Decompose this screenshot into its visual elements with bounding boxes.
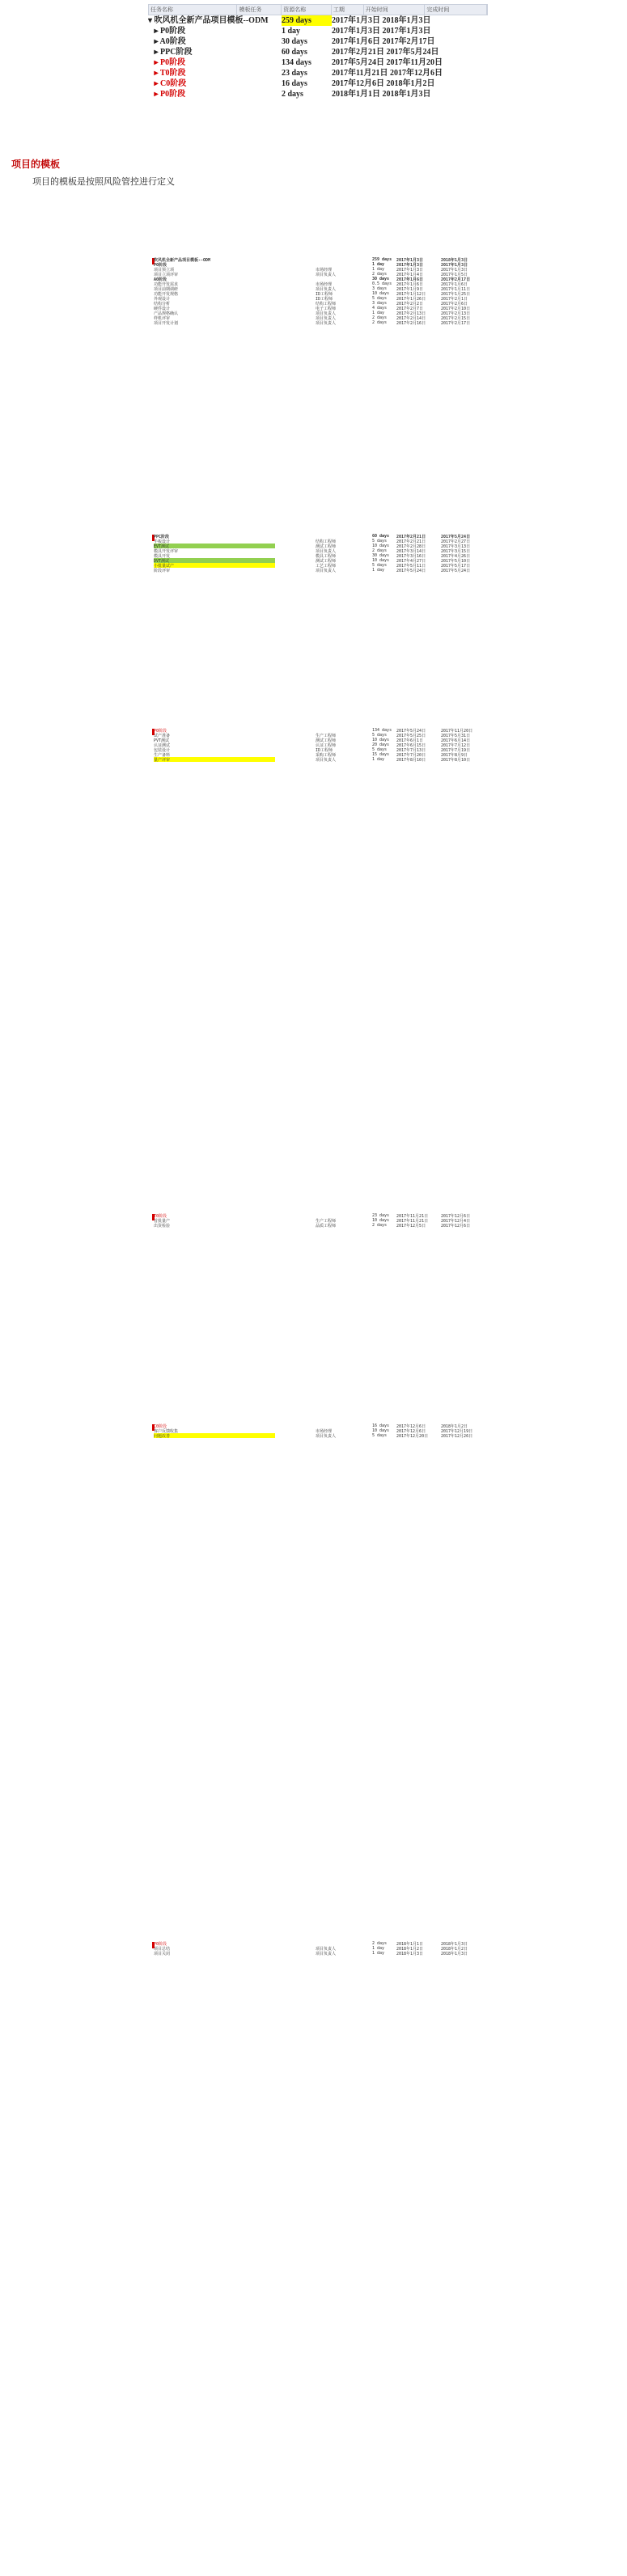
schedule-cell: 2018年1月1日 [396, 1942, 424, 1946]
schedule-cell: T0阶段 [154, 1214, 167, 1218]
schedule-cell: 2017年1月9日 [396, 287, 424, 291]
schedule-cell: 生产备料 [154, 753, 171, 757]
schedule-cell: 项目负责人 [316, 311, 337, 315]
schedule-cell: 2017年12月5日 [396, 1224, 426, 1228]
summary-row[interactable] [148, 36, 488, 47]
summary-task-name: ▸ T0阶段 [148, 69, 186, 78]
schedule-cell: 2 days [372, 272, 388, 277]
schedule-cell: P0阶段 [154, 263, 167, 267]
schedule-cell: 模具开发 [154, 554, 171, 558]
schedule-cell: 功能开发规格 [154, 292, 179, 296]
schedule-cell: 量产评审 [154, 757, 275, 762]
schedule-row[interactable] [154, 1433, 502, 1438]
schedule-cell: 10 days [372, 558, 390, 563]
schedule-cell: 项目负责人 [316, 273, 337, 277]
schedule-cell: 16 days [372, 1423, 390, 1428]
schedule-cell: 2017年5月17日 [441, 564, 471, 568]
schedule-cell: 外观设计 [154, 297, 171, 301]
summary-table [148, 4, 488, 99]
schedule-cell: 2017年5月24日 [396, 569, 426, 573]
schedule-cell: 4 days [372, 306, 388, 311]
schedule-cell: 项目负责人 [316, 316, 337, 320]
schedule-cell: 2 days [372, 548, 388, 553]
schedule-cell: 项目负责人 [316, 569, 337, 573]
schedule-cell: 2017年3月16日 [396, 554, 426, 558]
schedule-cell: 2017年2月21日 [396, 539, 426, 544]
summary-task-name: ▸ P0阶段 [148, 58, 186, 67]
schedule-cell: 60 days [372, 534, 390, 539]
schedule-cell: 1 day [372, 1946, 385, 1951]
schedule-cell: 项目关闭 [154, 1952, 171, 1956]
schedule-cell: 1 day [372, 568, 385, 573]
schedule-cell: 2017年1月3日 [396, 263, 424, 267]
schedule-cell: 2017年7月12日 [441, 743, 471, 747]
schedule-cell: 5 days [372, 563, 388, 568]
schedule-cell: 20 days [372, 742, 390, 747]
col-start[interactable]: 开始时间 [364, 5, 426, 15]
summary-task-name: ▸ P0阶段 [148, 90, 186, 99]
schedule-cell: 电子工程师 [316, 307, 337, 311]
summary-dates: 2017年2月21日 2017年5月24日 [332, 48, 439, 57]
schedule-cell: 2017年12月6日 [396, 1424, 426, 1428]
schedule-block [154, 1423, 502, 1438]
summary-duration: 2 days [282, 90, 303, 99]
summary-duration: 23 days [282, 69, 307, 78]
schedule-cell: PPC阶段 [154, 535, 170, 539]
schedule-cell: 2 days [372, 315, 388, 320]
schedule-cell: 2018年1月3日 [441, 1952, 468, 1956]
schedule-cell: 项目预立项 [154, 268, 175, 272]
summary-row[interactable] [148, 57, 488, 68]
schedule-cell: 2 days [372, 1941, 388, 1946]
summary-dates: 2018年1月1日 2018年1月3日 [332, 90, 431, 99]
schedule-cell: 项目前期调研 [154, 287, 179, 291]
schedule-cell: 出货检验 [154, 1224, 171, 1228]
summary-rows [148, 15, 488, 99]
schedule-cell: 10 days [372, 738, 390, 742]
schedule-cell: 10 days [372, 1428, 390, 1433]
schedule-cell: 2017年1月3日 [396, 268, 424, 272]
schedule-cell: 2018年1月2日 [396, 1947, 424, 1951]
schedule-cell: 2017年2月17日 [441, 321, 471, 325]
summary-task-name: ▸ C0阶段 [148, 79, 187, 88]
schedule-cell: 测试工程师 [316, 559, 337, 563]
schedule-cell: 2017年11月21日 [396, 1219, 429, 1223]
schedule-cell: A0阶段 [154, 277, 167, 281]
schedule-cell: 2017年8月9日 [441, 753, 468, 757]
schedule-cell: 10 days [372, 544, 390, 548]
schedule-cell: 2017年3月13日 [441, 544, 471, 548]
schedule-cell: 2017年12月4日 [441, 1219, 471, 1223]
schedule-cell: 项目负责人 [316, 321, 337, 325]
schedule-cell: 项目负责人 [316, 1952, 337, 1956]
schedule-cell: 5 days [372, 733, 388, 738]
schedule-cell: 市场经理 [316, 1429, 333, 1433]
summary-task-name: ▸ P0阶段 [148, 27, 186, 36]
summary-dates: 2017年12月6日 2018年1月2日 [332, 79, 435, 88]
schedule-cell: 2017年1月6日 [396, 277, 424, 281]
schedule-cell: 2017年5月10日 [441, 559, 471, 563]
schedule-cell: 2017年12月20日 [396, 1434, 429, 1438]
schedule-cell: 2018年1月3日 [396, 1952, 424, 1956]
schedule-cell: 2017年6月14日 [441, 738, 471, 742]
schedule-cell: ID工程师 [316, 297, 333, 301]
schedule-cell: 2017年1月3日 [396, 258, 424, 262]
schedule-cell: 2017年4月27日 [396, 559, 426, 563]
summary-duration: 259 days [282, 15, 332, 26]
schedule-row[interactable] [154, 568, 502, 573]
schedule-cell: 2 days [372, 320, 388, 325]
schedule-cell: 2018年1月2日 [441, 1424, 468, 1428]
schedule-cell: 2017年1月6日 [441, 282, 468, 286]
schedule-cell: 2017年2月10日 [441, 307, 471, 311]
schedule-cell: 2017年1月11日 [441, 287, 471, 291]
summary-row[interactable] [148, 89, 488, 99]
schedule-cell: 5 days [372, 539, 388, 544]
schedule-cell: 3 days [372, 301, 388, 306]
schedule-cell: 问题改善 [154, 1433, 275, 1438]
schedule-cell: 2017年5月11日 [396, 564, 426, 568]
schedule-cell: 2017年12月6日 [441, 1224, 471, 1228]
schedule-cell: 结构工程师 [316, 302, 337, 306]
schedule-cell: 2017年12月26日 [441, 1434, 473, 1438]
schedule-cell: 2017年4月26日 [441, 554, 471, 558]
summary-row[interactable] [148, 47, 488, 57]
summary-duration: 30 days [282, 37, 307, 46]
schedule-cell: 1 day [372, 1951, 385, 1956]
schedule-cell [275, 1951, 316, 1956]
schedule-cell: 1 day [372, 757, 385, 762]
schedule-cell: 2017年2月21日 [396, 535, 426, 539]
schedule-cell: 2017年1月3日 [441, 268, 468, 272]
schedule-cell: 项目负责人 [316, 1947, 337, 1951]
schedule-cell: 项目开发计划 [154, 321, 179, 325]
schedule-cell: 2018年1月3日 [441, 258, 468, 262]
schedule-cell: 测试工程师 [316, 738, 337, 742]
schedule-cell: 生产工程师 [316, 734, 337, 738]
schedule-cell: ID工程师 [316, 748, 333, 752]
summary-row[interactable] [148, 68, 488, 78]
schedule-cell: 2017年1月4日 [396, 273, 424, 277]
col-duration[interactable]: 工期 [332, 5, 364, 15]
summary-task-name: ▸ PPC阶段 [148, 48, 193, 57]
schedule-cell: 2017年5月31日 [441, 734, 471, 738]
schedule-cell: 硬件设计 [154, 307, 171, 311]
schedule-cell: 2017年2月13日 [441, 311, 471, 315]
schedule-cell: 包装设计 [154, 748, 171, 752]
col-finish[interactable]: 完成时间 [425, 5, 487, 15]
schedule-cell: 2017年12月19日 [441, 1429, 473, 1433]
schedule-cell: 测试工程师 [316, 544, 337, 548]
schedule-cell: 2017年11月20日 [441, 729, 473, 733]
schedule-cell: 市场经理 [316, 268, 333, 272]
schedule-block [154, 257, 502, 325]
schedule-cell: 15 days [372, 752, 390, 757]
schedule-cell: ID工程师 [316, 292, 333, 296]
schedule-cell: 3 days [372, 286, 388, 291]
summary-duration: 60 days [282, 48, 307, 57]
schedule-cell: 采购工程师 [316, 753, 337, 757]
schedule-cell: 23 days [372, 1213, 390, 1218]
schedule-cell: 2018年1月3日 [441, 1942, 468, 1946]
schedule-cell: 1 day [372, 267, 385, 272]
schedule-cell: 项目立项评审 [154, 273, 179, 277]
schedule-cell: 2017年1月12日 [396, 292, 426, 296]
schedule-cell: 2017年2月16日 [396, 321, 426, 325]
schedule-block [154, 728, 502, 762]
summary-task-name: ▾ 吹风机全新产品项目模板--ODM [148, 16, 269, 25]
schedule-cell: 2017年12月6日 [396, 1429, 426, 1433]
summary-row[interactable] [148, 26, 488, 36]
schedule-cell: 2017年2月2日 [396, 302, 424, 306]
schedule-cell: EVT测试 [154, 544, 275, 548]
schedule-cell: 2017年1月26日 [396, 297, 426, 301]
schedule-cell [275, 757, 316, 762]
summary-dates: 2017年11月21日 2017年12月6日 [332, 69, 443, 78]
schedule-block [154, 1213, 502, 1228]
schedule-cell: DVT测试 [154, 558, 275, 563]
schedule-cell: 5 days [372, 747, 388, 752]
summary-duration: 1 day [282, 27, 301, 36]
schedule-cell: 2017年7月19日 [441, 748, 471, 752]
schedule-cell: 项目负责人 [316, 549, 337, 553]
schedule-cell: 模具工程师 [316, 554, 337, 558]
schedule-cell: 2017年2月7日 [396, 307, 424, 311]
summary-dates: 2017年1月6日 2017年2月17日 [332, 37, 435, 46]
summary-duration: 134 days [282, 58, 311, 67]
schedule-cell: 结构工程师 [316, 539, 337, 544]
schedule-cell: P0阶段 [154, 1942, 167, 1946]
schedule-cell: 2017年8月10日 [441, 758, 471, 762]
schedule-cell: P0阶段 [154, 729, 167, 733]
schedule-cell [275, 320, 316, 325]
schedule-cell: 生产工程师 [316, 1219, 337, 1223]
schedule-cell: 2017年2月15日 [441, 316, 471, 320]
schedule-cell: PVT测试 [154, 738, 170, 742]
schedule-cell: 工艺工程师 [316, 564, 337, 568]
schedule-cell: 手板设计 [154, 539, 171, 544]
schedule-cell: 1 day [372, 262, 385, 267]
schedule-cell: 阶段评审 [154, 569, 171, 573]
schedule-cell: 产品规格确认 [154, 311, 179, 315]
schedule-cell: 认证测试 [154, 743, 171, 747]
schedule-cell: 首批量产 [154, 1219, 171, 1223]
schedule-cell: 2017年1月5日 [441, 273, 468, 277]
schedule-cell: 134 days [372, 728, 392, 733]
schedule-cell: 2017年2月14日 [396, 316, 426, 320]
schedule-cell: 2017年3月14日 [396, 549, 426, 553]
schedule-cell: 小批量试产 [154, 563, 275, 568]
schedule-cell: 项目总结 [154, 1947, 171, 1951]
summary-row[interactable] [148, 15, 488, 26]
summary-row[interactable] [148, 78, 488, 89]
schedule-cell: 2017年2月17日 [441, 277, 471, 281]
schedule-cell: 项目负责人 [316, 287, 337, 291]
schedule-cell: 2017年1月6日 [396, 282, 424, 286]
schedule-cell: 2017年6月1日 [396, 738, 424, 742]
schedule-cell: 2017年5月24日 [441, 569, 471, 573]
schedule-cell: 2017年2月27日 [441, 539, 471, 544]
summary-dates: 2017年1月3日 2018年1月3日 [332, 16, 431, 25]
schedule-row[interactable] [154, 757, 502, 762]
schedule-cell: 5 days [372, 1433, 388, 1438]
schedule-cell: 2017年7月20日 [396, 753, 426, 757]
schedule-cell: 0.5 days [372, 281, 392, 286]
section-title: 项目的模板 [11, 159, 61, 170]
schedule-cell: 2017年3月15日 [441, 549, 471, 553]
schedule-row[interactable] [154, 1223, 502, 1228]
schedule-cell: 功能开发需求 [154, 282, 179, 286]
schedule-cell: 30 days [372, 277, 390, 281]
schedule-cell: 客户反馈收集 [154, 1429, 179, 1433]
schedule-cell: 2017年2月28日 [396, 544, 426, 548]
schedule-cell: 2018年1月2日 [441, 1947, 468, 1951]
schedule-cell: 10 days [372, 291, 390, 296]
summary-task-name: ▸ A0阶段 [148, 37, 186, 46]
col-template-task[interactable]: 模板任务 [237, 5, 282, 15]
schedule-cell: 认证工程师 [316, 743, 337, 747]
schedule-cell: C0阶段 [154, 1424, 167, 1428]
summary-header [148, 4, 488, 15]
schedule-block [154, 1941, 502, 1956]
schedule-cell: 项目负责人 [316, 1434, 337, 1438]
schedule-cell: 品质工程师 [316, 1224, 337, 1228]
schedule-row[interactable] [154, 1951, 502, 1956]
col-task-name[interactable]: 任务名称 [149, 5, 237, 15]
summary-duration: 16 days [282, 79, 307, 88]
schedule-cell: 2017年1月3日 [441, 263, 468, 267]
schedule-cell: 模具开发评审 [154, 549, 179, 553]
schedule-cell: 2 days [372, 1223, 388, 1228]
schedule-cell [275, 1223, 316, 1228]
schedule-cell: 项目负责人 [316, 758, 337, 762]
schedule-cell: 2017年7月13日 [396, 748, 426, 752]
schedule-cell: 2017年5月25日 [396, 734, 426, 738]
schedule-cell: 结构分析 [154, 302, 171, 306]
schedule-cell: 样机评审 [154, 316, 171, 320]
schedule-cell: 2017年11月21日 [396, 1214, 429, 1218]
schedule-cell [275, 568, 316, 573]
schedule-cell: 2017年6月15日 [396, 743, 426, 747]
schedule-cell: 2017年2月13日 [396, 311, 426, 315]
schedule-cell: 2017年2月1日 [441, 297, 468, 301]
schedule-cell: 5 days [372, 296, 388, 301]
section-subtitle: 项目的模板是按照风险管控进行定义 [32, 177, 175, 187]
schedule-cell: 10 days [372, 1218, 390, 1223]
schedule-cell: 2017年2月6日 [441, 302, 468, 306]
schedule-cell: 吹风机全新产品项目模板--ODM [154, 258, 211, 262]
schedule-cell: 2017年5月24日 [441, 535, 471, 539]
schedule-cell [275, 1433, 316, 1438]
schedule-block [154, 534, 502, 573]
schedule-cell: 2017年5月24日 [396, 729, 426, 733]
schedule-row[interactable] [154, 320, 502, 325]
summary-dates: 2017年1月3日 2017年1月3日 [332, 27, 431, 36]
schedule-cell: 1 day [372, 311, 385, 315]
schedule-cell: 30 days [372, 553, 390, 558]
schedule-cell: 2017年8月10日 [396, 758, 426, 762]
summary-dates: 2017年5月24日 2017年11月20日 [332, 58, 443, 67]
schedule-cell: 2017年1月25日 [441, 292, 471, 296]
schedule-cell: 试产准备 [154, 734, 171, 738]
col-resource[interactable]: 资源名称 [282, 5, 332, 15]
schedule-cell: 市场经理 [316, 282, 333, 286]
schedule-cell: 259 days [372, 257, 392, 262]
schedule-cell: 2017年12月6日 [441, 1214, 471, 1218]
